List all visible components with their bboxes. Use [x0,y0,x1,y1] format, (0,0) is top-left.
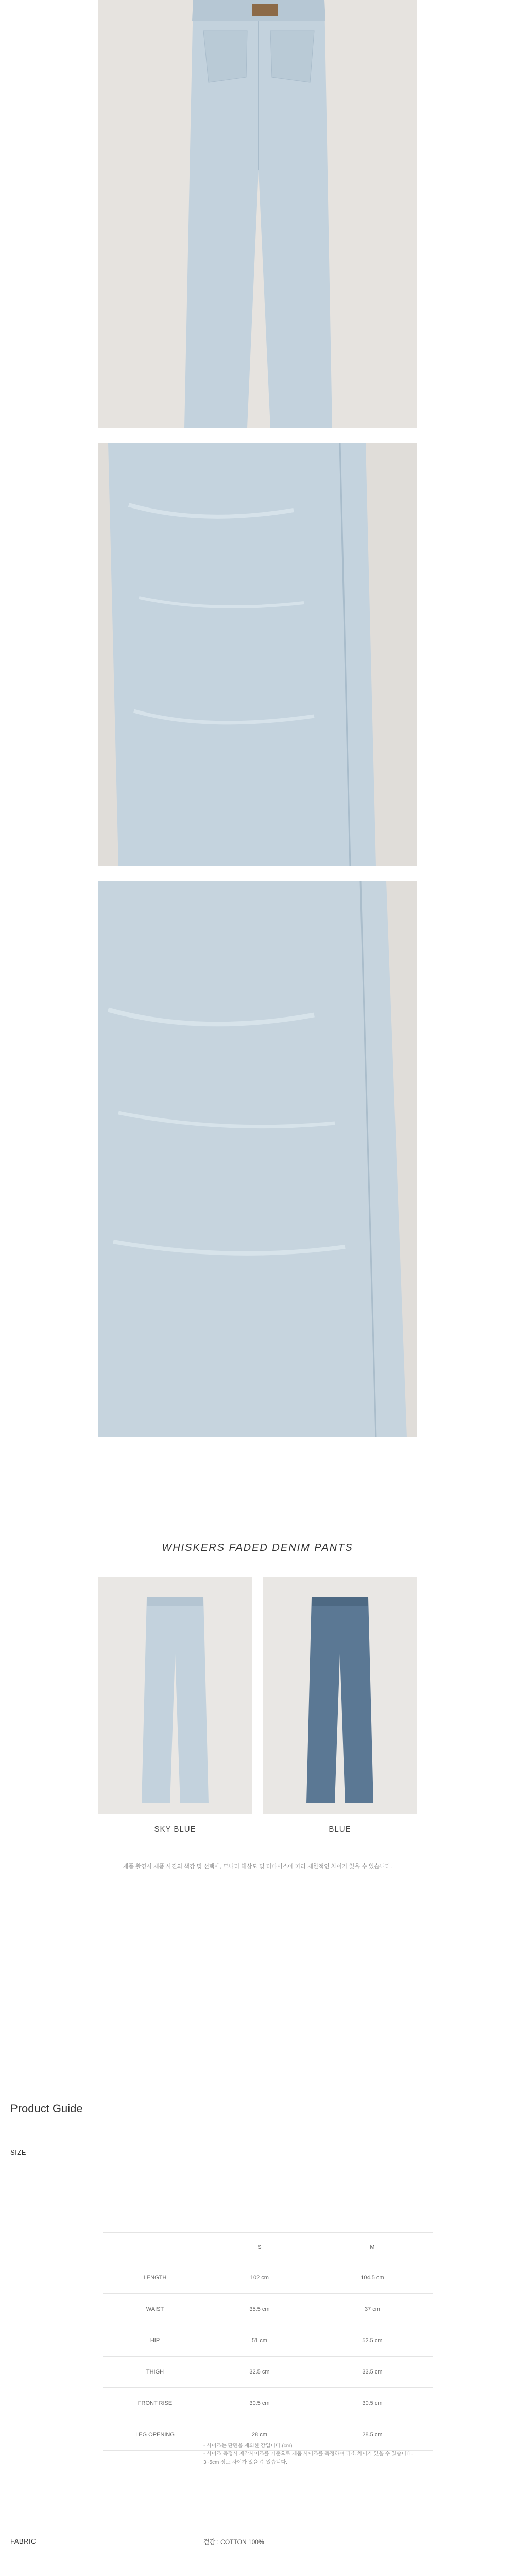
table-cell: LEG OPENING [103,2419,207,2451]
size-note-2: - 사이즈 측정시 제작사이즈를 기준으로 제품 사이즈를 측정하며 다소 차이가 있을 수 있습니다. [203,2451,413,2457]
table-cell: HIP [103,2325,207,2357]
table-cell: THIGH [103,2357,207,2388]
table-cell: 30.5 cm [312,2388,433,2419]
fabric-value: 겉감 : COTTON 100% [203,2538,264,2546]
table-cell: 28.5 cm [312,2419,433,2451]
variant-label-sky-blue: SKY BLUE [154,1825,196,1834]
table-cell: 52.5 cm [312,2325,433,2357]
variant-image-blue [263,1577,417,1814]
variant-label-blue: BLUE [329,1825,351,1834]
product-title: WHISKERS FADED DENIM PANTS [162,1542,353,1553]
table-row [103,2294,433,2325]
guide-title: Product Guide [10,2102,83,2115]
size-label: SIZE [10,2148,26,2156]
product-photo-detail-1 [98,443,417,866]
table-row [103,2325,433,2357]
table-row [103,2388,433,2419]
table-cell: LENGTH [103,2262,207,2294]
table-cell: 51 cm [207,2325,312,2357]
size-table [103,2232,433,2451]
table-cell: 35.5 cm [207,2294,312,2325]
table-cell: 102 cm [207,2262,312,2294]
table-cell: 104.5 cm [312,2262,433,2294]
table-header-cell: S [207,2233,312,2262]
size-note-1: - 사이즈는 단면을 제외한 값입니다.(cm) [203,2443,293,2449]
table-cell: FRONT RISE [103,2388,207,2419]
table-cell: 32.5 cm [207,2357,312,2388]
size-note-3: 3~5cm 정도 차이가 있을 수 있습니다. [203,2460,287,2465]
photo-color-note: 제품 촬영시 제품 사진의 색감 및 선택에, 모니터 해상도 및 디바이스에 따라 제한적인 차이가 있을 수 있습니다. [123,1863,392,1870]
table-cell: 33.5 cm [312,2357,433,2388]
table-header-cell [103,2233,207,2262]
product-photo-detail-2 [98,881,417,1437]
table-cell: 28 cm [207,2419,312,2451]
table-cell: 37 cm [312,2294,433,2325]
fabric-label: FABRIC [10,2537,36,2545]
table-row [103,2262,433,2294]
table-header-row [103,2233,433,2262]
table-cell: 30.5 cm [207,2388,312,2419]
variant-image-sky-blue [98,1577,252,1814]
product-photo-back [98,0,417,428]
table-cell: WAIST [103,2294,207,2325]
table-row [103,2357,433,2388]
table-header-cell: M [312,2233,433,2262]
